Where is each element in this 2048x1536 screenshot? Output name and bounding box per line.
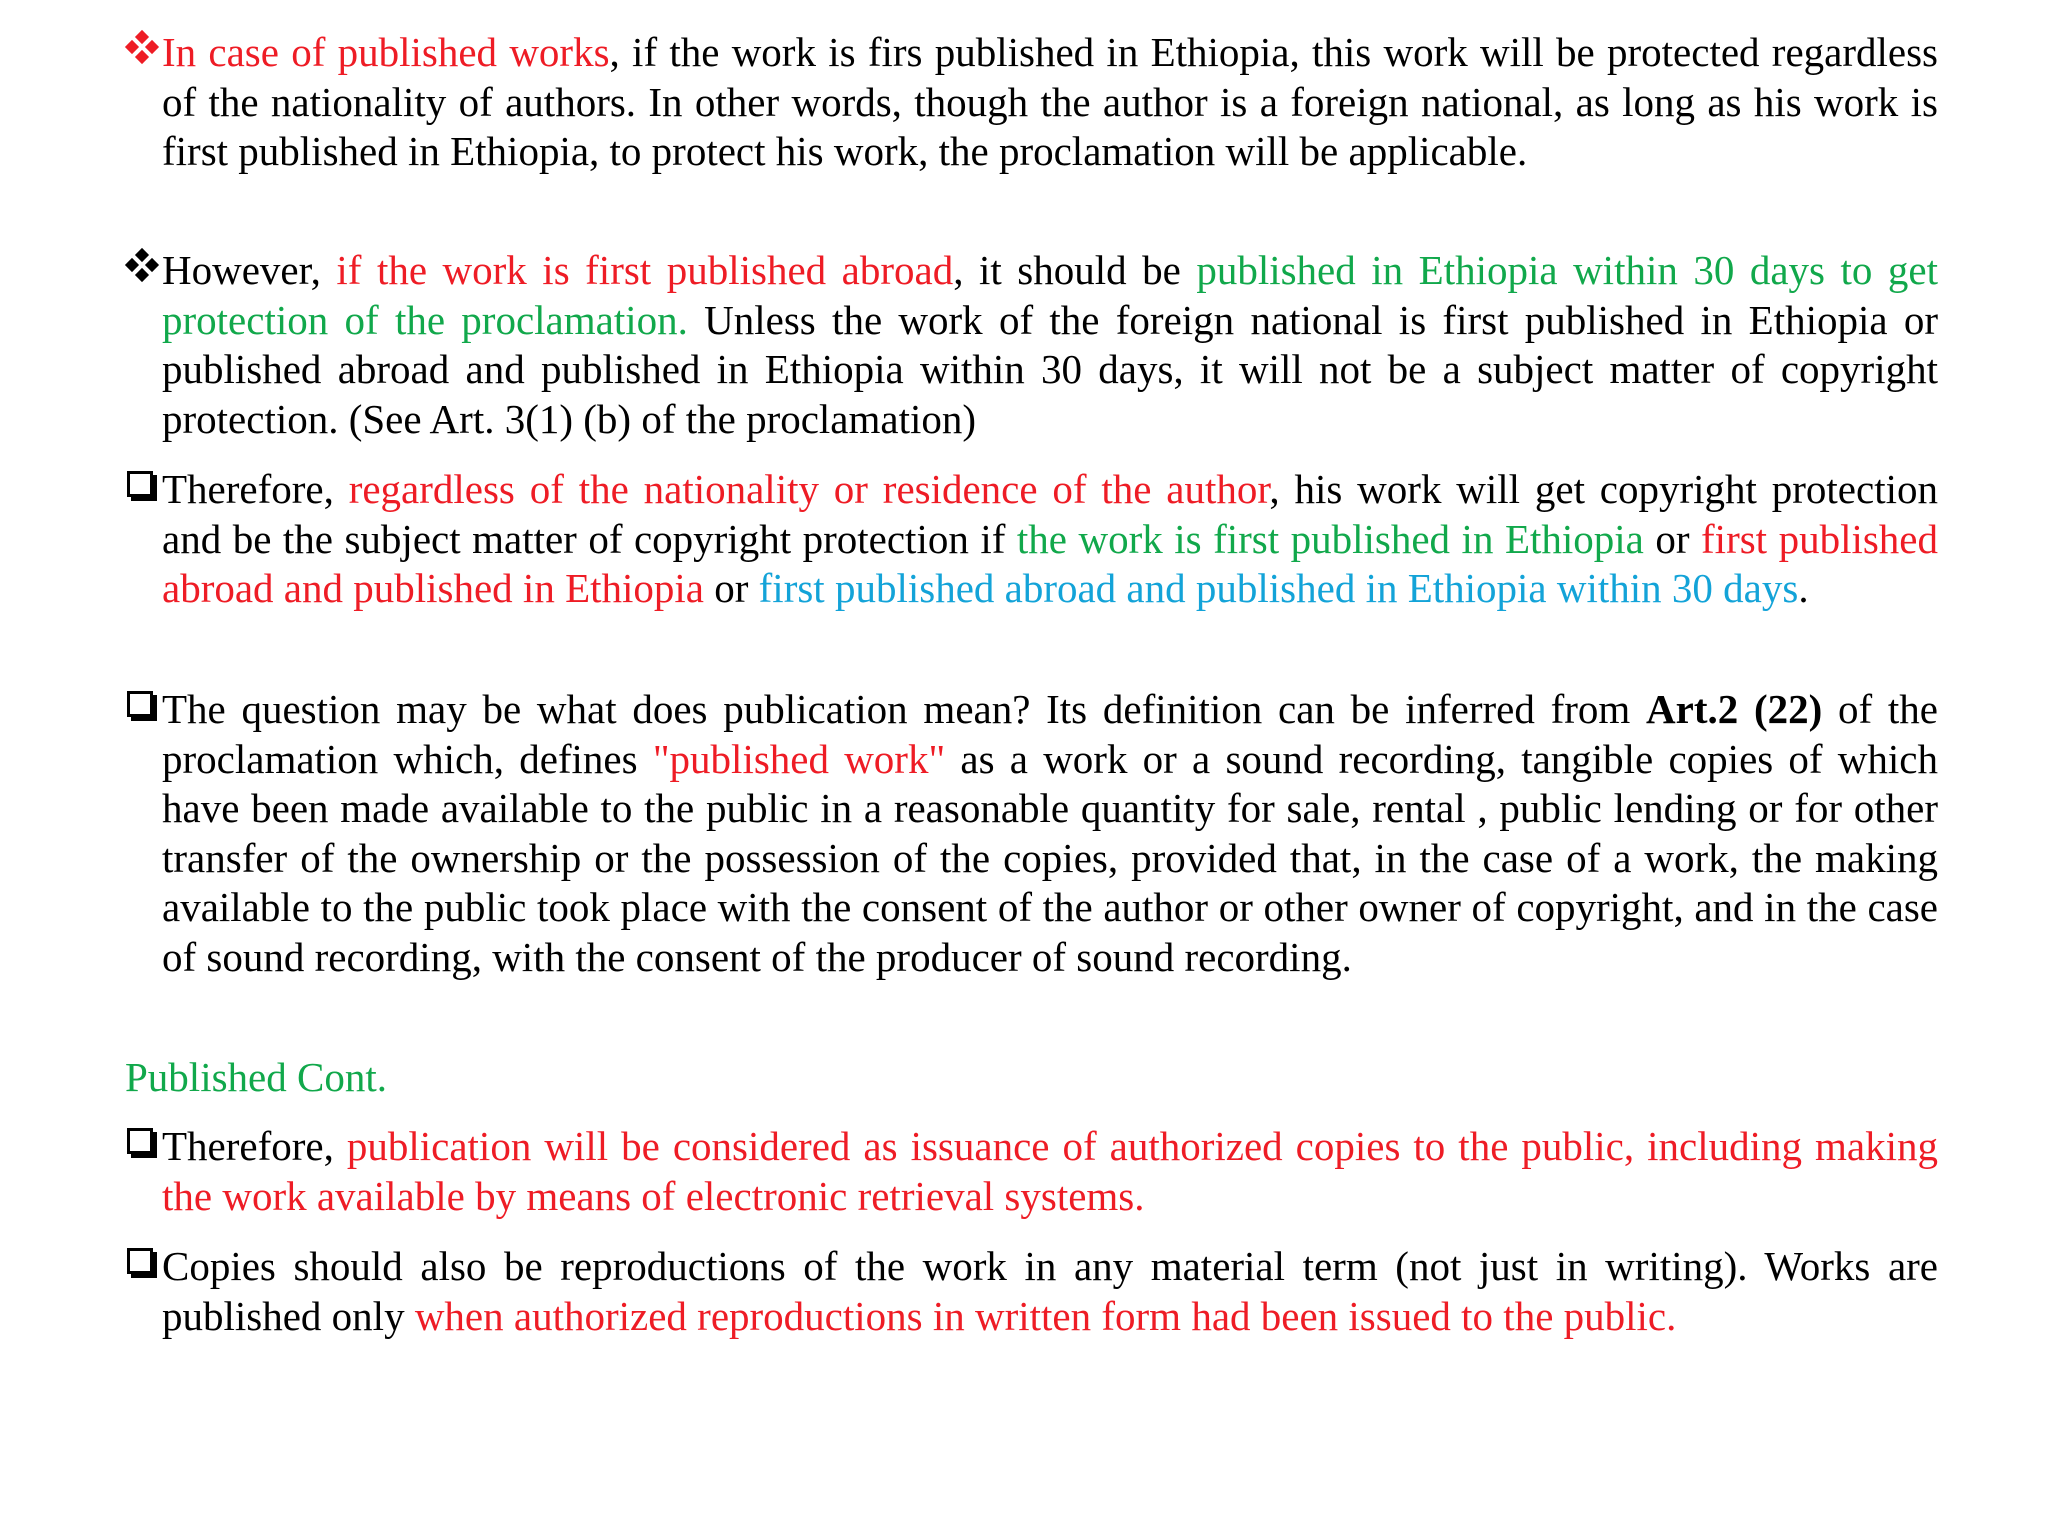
paragraph-issuance [162,1122,1938,1221]
text-segment: Copies should also be reproductions of the work in any material term (not just in writing). Works are published only [162,1243,1938,1339]
text-segment: , if the work is firs published in Ethiopia, this work will be protected regardless of the nationality of authors. In other words, though the author is a foreign national, as long as his work is first published in Ethiopia, to protect his work, the proclamation will be applicable. [162,29,1938,174]
text-segment: The question may be what does publication mean? Its definition can be inferred from [162,686,1647,732]
text-segment: when authorized reproductions in written form had been issued to the public. [414,1292,1677,1339]
text-segment: Art.2 (22) [1646,686,1823,732]
text-segment: Unless the work of the foreign national is first published in Ethiopia or published abroad and published in Ethiopia within 30 days, it will not be a subject matter of copyright protection. (See Art. 3(1) (b) of the proclamation) [162,296,1938,442]
square-bullet-icon [127,1247,153,1283]
text-segment: or [704,565,759,611]
text-segment: first published abroad and published in Ethiopia within 30 days [758,565,1799,611]
paragraph-published-abroad [162,246,1938,444]
square-bullet-icon [127,690,153,726]
paragraph-publication-definition [162,685,1938,982]
text-segment: as a work or a sound recording, tangible copies of which have been made available to the public in a reasonable quantity for sale, rental , public lending or for other transfer of the ownership or the possession of the copies, provided that, in the case of a work, the making available to the public took place with the consent of the author or other owner of copyright, and in the case of sound recording, with the consent of the producer of sound recording. [162,735,1939,980]
text-segment: . [1798,565,1809,611]
text-segment: However, [162,247,337,293]
diamonds-icon [127,250,157,280]
section-heading: Published Cont. [125,1054,387,1100]
text-segment: if the work is first published abroad [336,247,954,293]
text-segment: , it should be [953,247,1197,293]
text-segment: Therefore, [162,466,349,512]
diamond-bullet-icon [127,32,157,71]
text-segment: , his work will get copyright protection and be the subject matter of copyright protection if [162,466,1938,562]
text-segment: or [1643,515,1702,562]
text-segment: "published work" [652,735,946,782]
paragraph-therefore-nationality [162,465,1938,614]
text-segment: In case of published works [162,29,610,75]
text-segment: first published abroad and published in Ethiopia [162,515,1939,611]
paragraph-copies-reproductions [162,1242,1938,1341]
text-segment: publication will be considered as issuance of authorized copies to the public, including making the work available by means of electronic retrieval systems. [162,1123,1938,1219]
text-segment: of the proclamation which, defines [162,686,1938,782]
paragraph-published-works [162,28,1938,177]
text-segment: the work is first published in Ethiopia [1016,515,1644,562]
text-segment: published in Ethiopia within 30 days to get protection of the proclamation. [162,247,1939,343]
text-segment: Therefore, [162,1123,347,1169]
square-bullet-icon [127,470,153,506]
diamonds-icon [127,32,157,62]
square-bullet-icon [127,1127,153,1163]
diamond-bullet-icon [127,250,157,289]
text-segment: regardless of the nationality or residence of the author [348,466,1270,512]
